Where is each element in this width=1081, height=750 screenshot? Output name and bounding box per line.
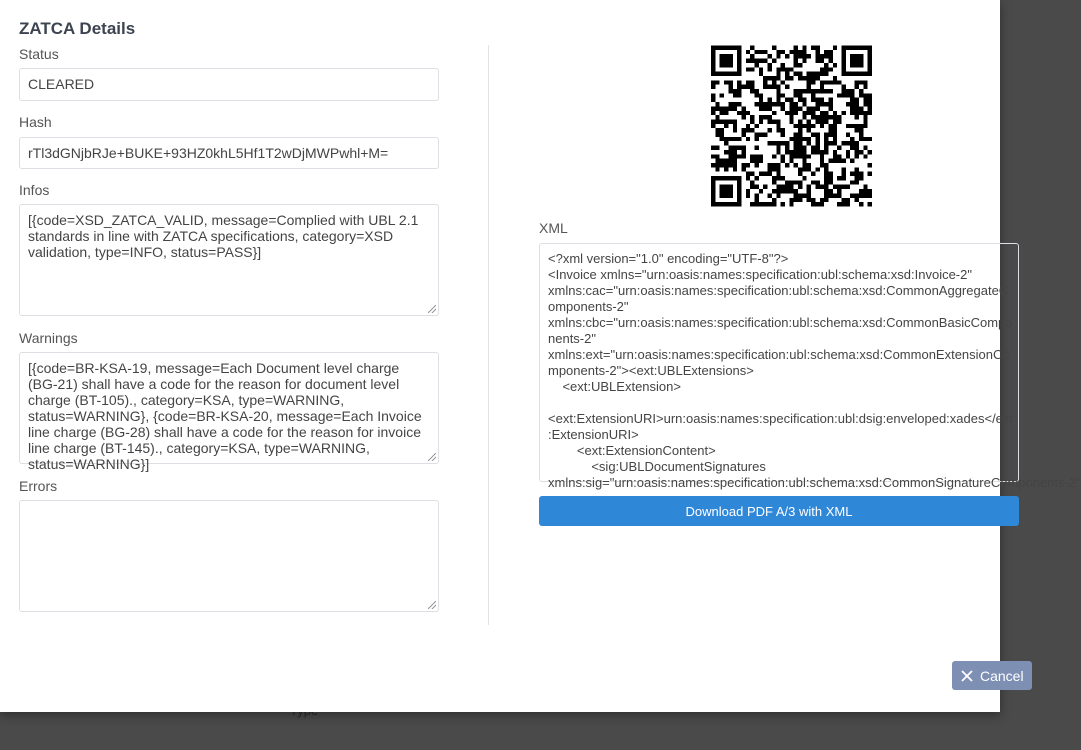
warnings-textarea[interactable] (19, 352, 439, 472)
status-label: Status (19, 46, 59, 62)
column-divider (488, 45, 489, 625)
status-field[interactable]: CLEARED (19, 68, 439, 101)
close-icon (960, 669, 974, 683)
errors-label: Errors (19, 478, 58, 494)
infos-textarea[interactable] (19, 204, 439, 316)
cancel-label: Cancel (980, 667, 1024, 684)
hash-label: Hash (19, 114, 52, 130)
resize-handle-icon[interactable] (428, 601, 436, 609)
hash-field[interactable]: rTl3dGNjbRJe+BUKE+93HZ0khL5Hf1T2wDjMWPwhl+M= (19, 137, 439, 169)
warnings-label: Warnings (19, 330, 78, 346)
download-pdf-button[interactable]: Download PDF A/3 with XML (539, 496, 1019, 526)
resize-handle-icon[interactable] (428, 305, 436, 313)
modal-title: ZATCA Details (19, 19, 136, 38)
qr-code-image (711, 45, 872, 207)
warnings-text: [{code=BR-KSA-19, message=Each Document level charge (BG-21) shall have a code for the reason for document level charge (BT-105)., category=KSA, type=WARNING, status=WARNING}, {code=BR-KSA-20, message=Each Invoice line charge (BG-28) shall have a code for the reason for invoice line charge (BT-145)., category=KSA, type=WARNING, status=WARNING}] (28, 360, 426, 472)
cancel-button[interactable] (952, 661, 1032, 690)
infos-text: [{code=XSD_ZATCA_VALID, message=Complied with UBL 2.1 standards in line with ZATCA specifications, category=XSD validation, type=INFO, status=PASS}] (28, 212, 423, 260)
resize-handle-icon[interactable] (428, 453, 436, 461)
xml-textarea[interactable]: <?xml version="1.0" encoding="UTF-8"?> <Invoice xmlns="urn:oasis:names:specification:ubl:schema:xsd:Invoice-2" xmlns:cac="urn:oasis:names:specification:ubl:schema:xsd:CommonAggregateC omponents-2" xmlns:cbc="urn:oasis:names:specification:ubl:schema:xsd:CommonBasicCompo nents-2" xmlns:ext="urn:oasis:names:specification:ubl:schema:xsd:CommonExtensionCo mponents-2"><ext:UBLExtensions> <ext:UBLExtension> <ext:ExtensionURI>urn:oasis:names:specification:ubl:dsig:enveloped:xades</ext :ExtensionURI> <ext:ExtensionContent> <sig:UBLDocumentSignatures xmlns:sig="urn:oasis:names:specification:ubl:schema:xsd:CommonSignatureComponents-2" (539, 243, 1019, 482)
xml-label: XML (539, 220, 568, 236)
errors-textarea[interactable] (19, 500, 439, 612)
infos-label: Infos (19, 182, 50, 198)
